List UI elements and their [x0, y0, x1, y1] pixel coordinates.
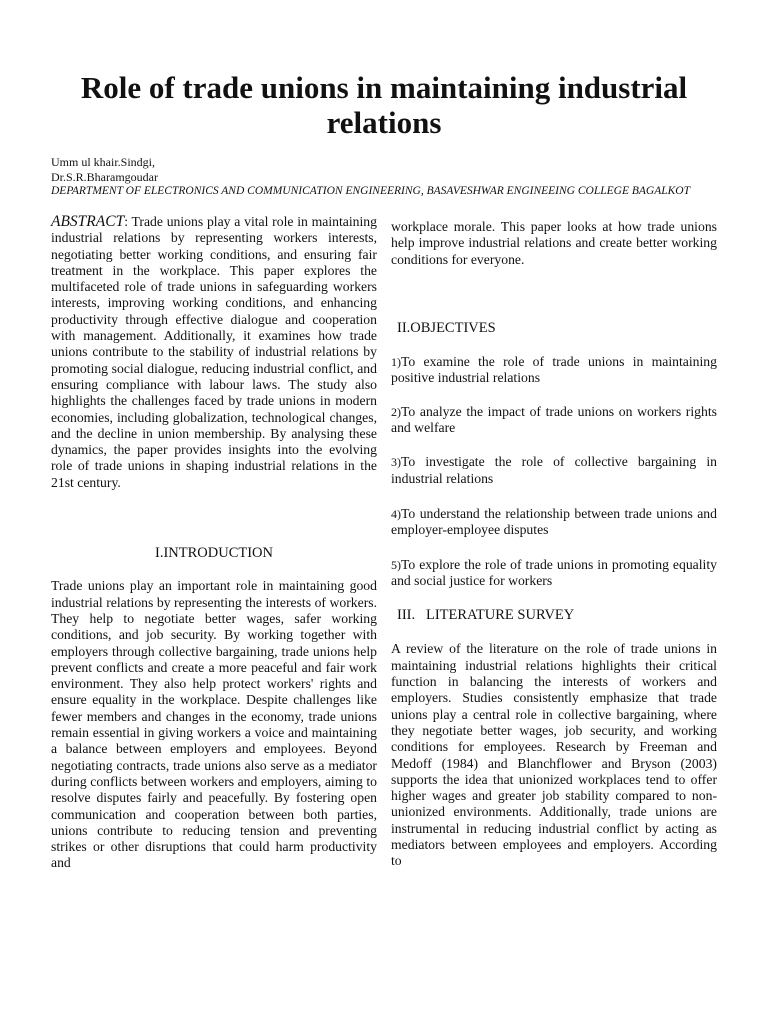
introduction-heading: I.INTRODUCTION [155, 545, 273, 562]
objective-item: 4)To understand the relationship between trade unions and employer-employee disputes [391, 505, 717, 538]
introduction-continuation: workplace morale. This paper looks at how trade unions help improve industrial relations and create better working conditions for everyone. [391, 219, 717, 267]
paper-title: Role of trade unions in maintaining industrial relations [80, 70, 688, 140]
literature-heading: III. LITERATURE SURVEY [397, 607, 575, 624]
objectives-heading: II.OBJECTIVES [397, 319, 496, 336]
literature-text: A review of the literature on the role of trade unions in maintaining industrial relations highlights their critical function in balancing the interests of workers and employers. Studies consistently emphasize that trade unions play a central role in collective bargaining, where they negotiate better wages, job security, and working conditions for employees. Research by Freeman and Medoff (1984) and Blanchflower and Bryson (2003) supports the idea that unionized workplaces tend to offer higher wages and greater job stability compared to non-unionized environments. Additionally, trade unions are instrumental in reducing industrial conflict by acting as mediators between employees and employers. According to [391, 641, 717, 869]
author-block [51, 155, 731, 199]
objective-item: 1)To examine the role of trade unions in maintaining positive industrial relations [391, 354, 717, 386]
introduction-text: Trade unions play an important role in maintaining good industrial relations by representing the interests of workers. They help to negotiate better wages, safer working conditions, and job security. By working together with employers through collective bargaining, trade unions help prevent conflicts and create a more peaceful and fair work environment. They also help protect workers' rights and ensure equality in the workplace. Despite challenges like fewer members and changes in the economy, trade unions remain essential in giving workers a voice and maintaining a balance between employers and employees. Beyond negotiating contracts, trade unions also serve as a mediator during conflicts between workers and employers, aiming to resolve disputes fairly and peacefully. By fostering open communication and cooperation between both parties, unions contribute to reducing tension and preventing strikes or other disruptions that could harm productivity and [51, 578, 377, 871]
abstract-label: ABSTRACT [51, 213, 125, 230]
right-column [391, 219, 717, 870]
objective-item: 2)To analyze the impact of trade unions on workers rights and welfare [391, 403, 717, 436]
left-column [51, 214, 377, 872]
objective-item: 3)To investigate the role of collective bargaining in industrial relations [391, 454, 717, 486]
abstract [51, 214, 377, 491]
author-2: Dr.S.R.Bharamgoudar [51, 169, 158, 184]
objective-item: 5)To explore the role of trade unions in promoting equality and social justice for workers [391, 556, 717, 588]
abstract-text: : Trade unions play a vital role in maintaining industrial relations by representing workers interests, negotiating better working conditions, and ensuring fair treatment in the workplace. This paper explores the multifaceted role of trade unions in safeguarding workers interests, improving working conditions, and enhancing productivity through effective dialogue and cooperation with management. Additionally, it examines how trade unions contribute to the stability of industrial relations by promoting social dialogue, reducing industrial conflict, and ensuring compliance with labour laws. The study also highlights the challenges faced by trade unions in modern economies, including globalization, technological changes, and the decline in union membership. By analysing these dynamics, the paper provides insights into the evolving role of trade unions in shaping industrial relations in the 21st century. [51, 214, 377, 490]
department: DEPARTMENT OF ELECTRONICS AND COMMUNICATION ENGINEERING, BASAVESHWAR ENGINEEING COLLEGE BAGALKOT [51, 185, 691, 197]
author-1: Umm ul khair.Sindgi, [51, 155, 156, 169]
